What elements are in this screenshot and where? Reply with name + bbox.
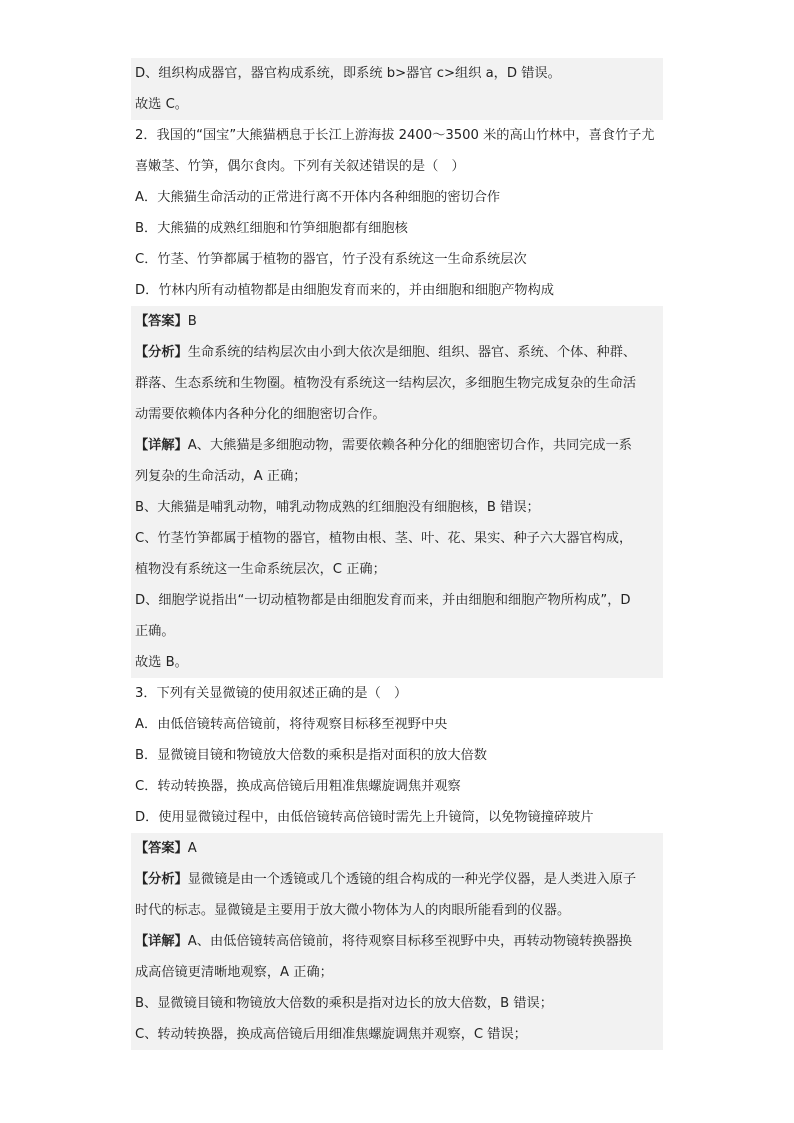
text-line [131, 120, 663, 151]
section-tag: 【答案】 [135, 841, 188, 856]
text-line [131, 523, 663, 554]
text-line [131, 833, 663, 864]
line-text: C．转动转换器，换成高倍镜后用粗准焦螺旋调焦并观察 [135, 779, 461, 794]
text-line [131, 89, 663, 120]
line-text: 2．我国的“国宝”大熊猫栖息于长江上游海拔 2400～3500 米的高山竹林中，喜食竹子尤 [135, 128, 655, 143]
text-line [131, 430, 663, 461]
text-line [131, 492, 663, 523]
text-line [131, 368, 663, 399]
text-line [131, 554, 663, 585]
line-text: C．竹茎、竹笋都属于植物的器官，竹子没有系统这一生命系统层次 [135, 252, 527, 267]
text-line [131, 957, 663, 988]
line-text: 成高倍镜更清晰地观察，A 正确； [135, 965, 333, 980]
line-text: B．显微镜目镜和物镜放大倍数的乘积是指对面积的放大倍数 [135, 748, 487, 763]
line-text: A．大熊猫生命活动的正常进行离不开体内各种细胞的密切合作 [135, 190, 501, 205]
text-line [131, 461, 663, 492]
line-text: B．大熊猫的成熟红细胞和竹笋细胞都有细胞核 [135, 221, 408, 236]
line-text: 动需要依赖体内各种分化的细胞密切合作。 [135, 407, 386, 422]
section-tag: 【答案】 [135, 314, 188, 329]
line-text: 显微镜是由一个透镜或几个透镜的组合构成的一种光学仪器，是人类进入原子 [187, 872, 637, 887]
line-text: D．使用显微镜过程中，由低倍镜转高倍镜时需先上升镜筒，以免物镜撞碎玻片 [135, 810, 594, 825]
line-text: 正确。 [135, 624, 175, 639]
text-line [131, 895, 663, 926]
text-line [131, 1019, 663, 1050]
text-line [131, 275, 663, 306]
line-text: D．竹林内所有动植物都是由细胞发育而来的，并由细胞和细胞产物构成 [135, 283, 554, 298]
line-text: 喜嫩茎、竹笋，偶尔食肉。下列有关叙述错误的是（ ） [135, 159, 465, 174]
text-line [131, 182, 663, 213]
line-text: A、由低倍镜转高倍镜前，将待观察目标移至视野中央，再转动物镜转换器换 [187, 934, 632, 949]
line-text: 故选 C。 [135, 97, 188, 112]
text-line [131, 709, 663, 740]
text-line [131, 244, 663, 275]
text-line [131, 771, 663, 802]
section-tag: 【分析】 [135, 872, 188, 887]
line-text: C、竹茎竹笋都属于植物的器官，植物由根、茎、叶、花、果实、种子六大器官构成， [135, 531, 633, 546]
line-text: D、细胞学说指出“一切动植物都是由细胞发育而来，并由细胞和细胞产物所构成”，D [135, 593, 631, 608]
line-text: A、大熊猫是多细胞动物，需要依赖各种分化的细胞密切合作，共同完成一系 [187, 438, 632, 453]
text-line [131, 213, 663, 244]
line-text: 时代的标志。显微镜是主要用于放大微小物体为人的肉眼所能看到的仪器。 [135, 903, 571, 918]
text-line [131, 740, 663, 771]
text-line [131, 58, 663, 89]
text-line [131, 802, 663, 833]
line-text: 列复杂的生命活动，A 正确； [135, 469, 307, 484]
line-text: 生命系统的结构层次由小到大依次是细胞、组织、器官、系统、个体、种群、 [187, 345, 637, 360]
text-line [131, 337, 663, 368]
line-text: 群落、生态系统和生物圈。植物没有系统这一结构层次，多细胞生物完成复杂的生命活 [135, 376, 637, 391]
line-text: B、大熊猫是哺乳动物，哺乳动物成熟的红细胞没有细胞核，B 错误； [135, 500, 540, 515]
line-text: 故选 B。 [135, 655, 188, 670]
line-text: 植物没有系统这一生命系统层次，C 正确； [135, 562, 386, 577]
line-text: C、转动转换器，换成高倍镜后用细准焦螺旋调焦并观察，C 错误； [135, 1027, 527, 1042]
line-text: D、组织构成器官，器官构成系统，即系统 b>器官 c>组织 a，D 错误。 [135, 66, 561, 81]
text-line [131, 585, 663, 616]
text-line [131, 306, 663, 337]
line-text: B、显微镜目镜和物镜放大倍数的乘积是指对边长的放大倍数，B 错误； [135, 996, 553, 1011]
text-line [131, 678, 663, 709]
section-tag: 【详解】 [135, 438, 188, 453]
text-line [131, 151, 663, 182]
document-page [131, 58, 663, 1050]
section-tag: 【分析】 [135, 345, 188, 360]
text-line [131, 988, 663, 1019]
line-text: 3．下列有关显微镜的使用叙述正确的是（ ） [135, 686, 408, 701]
line-text: B [187, 314, 197, 329]
text-line [131, 399, 663, 430]
line-text: A [187, 841, 197, 856]
text-line [131, 864, 663, 895]
text-line [131, 926, 663, 957]
text-line [131, 647, 663, 678]
line-text: A．由低倍镜转高倍镜前，将待观察目标移至视野中央 [135, 717, 448, 732]
text-line [131, 616, 663, 647]
section-tag: 【详解】 [135, 934, 188, 949]
